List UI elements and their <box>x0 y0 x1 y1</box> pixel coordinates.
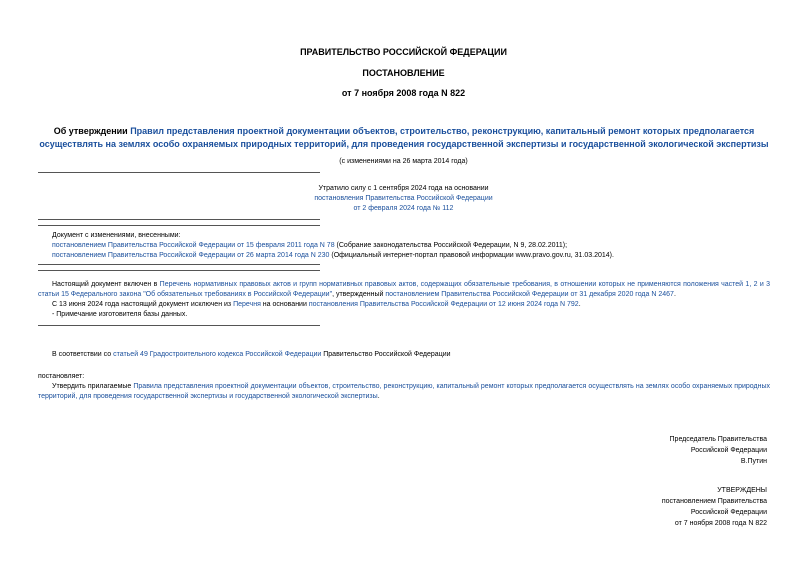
signature-country: Российской Федерации <box>690 447 767 454</box>
document-title <box>36 125 772 151</box>
decree-792-link[interactable]: постановления Правительства Российской Федерации от 12 июня 2024 года N 792 <box>308 301 579 308</box>
change-decree-link[interactable]: постановлением Правительства Российской Федерации от 26 марта 2014 года N 230 <box>52 252 330 259</box>
signature-position: Председатель Правительства <box>669 436 767 443</box>
list-link[interactable]: Перечень нормативных правовых актов и групп нормативных правовых актов, содержащих обязательные требования, в отношении которых не применяются положения частей 1, 2 и 3 статьи 15 Федерального закона "Об обязательных требованиях в Российской Федерации" <box>38 281 770 298</box>
excluded-text: С 13 июня 2024 года настоящий документ исключен из <box>52 301 234 308</box>
change-decree-link[interactable]: постановлением Правительства Российской Федерации от 15 февраля 2011 года N 78 <box>52 242 335 249</box>
decrees-word: постановляет: <box>38 373 85 380</box>
approve-paragraph <box>38 382 770 402</box>
signature-block <box>670 434 767 467</box>
expired-text: Утратило силу с 1 сентября 2024 года на основании <box>318 185 489 192</box>
divider <box>38 264 320 265</box>
change-source: (Собрание законодательства Российской Федерации, N 9, 28.02.2011); <box>334 242 568 249</box>
approved-date: от 7 ноября 2008 года N 822 <box>674 520 767 527</box>
preamble-text: В соответствии со <box>52 351 114 358</box>
expired-notice <box>0 184 807 214</box>
change-item <box>52 241 782 251</box>
divider <box>38 172 320 173</box>
divider <box>38 325 320 326</box>
approved-by: постановлением Правительства <box>661 498 767 505</box>
divider <box>38 270 320 271</box>
included-notice <box>38 280 770 300</box>
approved-block <box>662 485 767 529</box>
change-source: (Официальный интернет-портал правовой информации www.pravo.gov.ru, 31.03.2014). <box>329 252 614 259</box>
government-heading: ПРАВИТЕЛЬСТВО РОССИЙСКОЙ ФЕДЕРАЦИИ <box>300 47 507 57</box>
expired-decree-link[interactable]: постановления Правительства Российской Федерации <box>314 195 493 202</box>
included-text: . <box>673 291 676 298</box>
db-note: - Примечание изготовителя базы данных. <box>52 311 188 318</box>
approved-rules-link[interactable]: Правила представления проектной документации объектов, строительство, реконструкцию, капитальный ремонт которых предполагается осуществлять на землях особо охраняемых природных территорий, для проведения государственной экспертизы и государственной экологической экспертизы <box>38 383 770 400</box>
excluded-text: . <box>578 301 581 308</box>
preamble-text: Правительство Российской Федерации <box>321 351 451 358</box>
change-item <box>52 251 782 261</box>
approve-text: . <box>377 393 380 400</box>
excluded-text: на основании <box>260 301 309 308</box>
decree-2467-link[interactable]: постановлением Правительства Российской Федерации от 31 декабря 2020 года N 2467 <box>385 291 674 298</box>
changes-heading: Документ с изменениями, внесенными: <box>52 232 181 239</box>
amendment-note: (с изменениями на 26 марта 2014 года) <box>339 158 468 165</box>
divider <box>38 219 320 220</box>
title-rules-link[interactable]: Правил представления проектной документации объектов, строительство, реконструкцию, капитальный ремонт которых предполагается осуществлять на землях особо охраняемых природных территорий, для проведения государственной экспертизы и государственной экологической экспертизы <box>39 126 769 149</box>
gradcode-article-link[interactable]: статьей 49 Градостроительного кодекса Российской Федерации <box>113 351 322 358</box>
signature-name: В.Путин <box>740 458 767 465</box>
included-text: Настоящий документ включен в <box>52 281 160 288</box>
approved-heading: УТВЕРЖДЕНЫ <box>717 487 767 494</box>
changes-block <box>52 231 782 261</box>
included-text: , утвержденный <box>332 291 386 298</box>
document-type: ПОСТАНОВЛЕНИЕ <box>362 68 445 78</box>
excluded-notice <box>52 300 770 310</box>
preamble <box>52 350 770 360</box>
approved-country: Российской Федерации <box>690 509 767 516</box>
expired-decree-date-link[interactable]: от 2 февраля 2024 года № 112 <box>353 205 454 212</box>
title-prefix: Об утверждении <box>53 126 131 136</box>
divider <box>38 225 320 226</box>
list-short-link[interactable]: Перечня <box>233 301 261 308</box>
approve-text: Утвердить прилагаемые <box>52 383 134 390</box>
document-date: от 7 ноября 2008 года N 822 <box>341 88 466 98</box>
